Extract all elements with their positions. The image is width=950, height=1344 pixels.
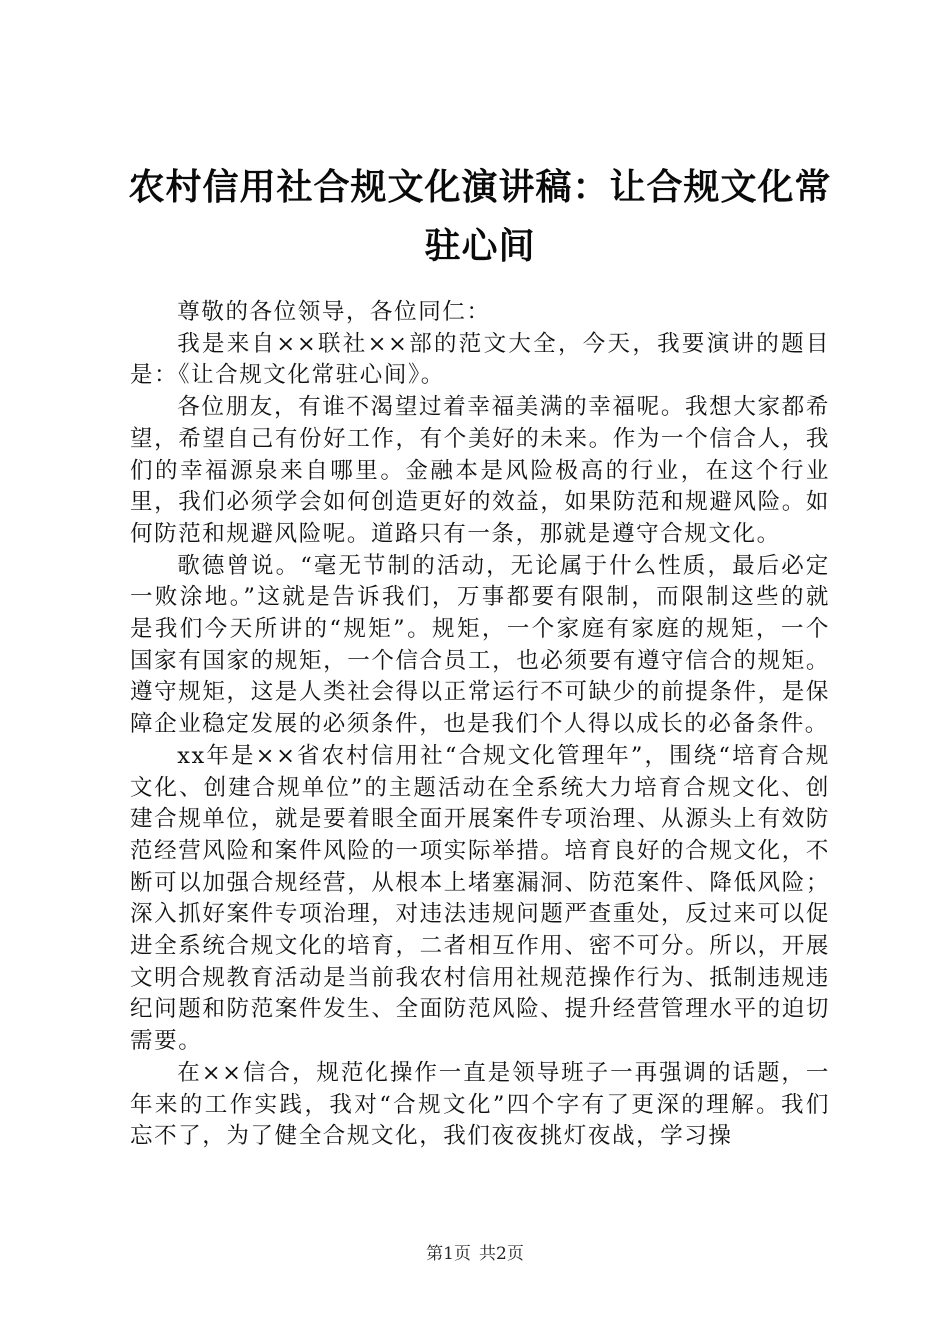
paragraph-work-practice: 在××信合，规范化操作一直是领导班子一再强调的话题，一年来的工作实践，我对“合规文化”四个字有了更深的理解。我们忘不了，为了健全合规文化，我们夜夜挑灯夜战，学习操 — [130, 1059, 830, 1150]
paragraph-goethe-quote: 歌德曾说。“毫无节制的活动，无论属于什么性质，最后必定一败涂地。”这就是告诉我们，万事都要有限制，而限制这些的就是我们今天所讲的“规矩”。规矩，一个家庭有家庭的规矩，一个国家有国家的规矩，一个信合员工，也必须要有遵守信合的规矩。遵守规矩，这是人类社会得以正常运行不可缺少的前提条件，是保障企业稳定发展的必须条件，也是我们个人得以成长的必备条件。 — [130, 552, 830, 738]
paragraph-salutation: 尊敬的各位领导，各位同仁： — [177, 299, 491, 325]
page-footer — [0, 1243, 950, 1265]
page-number: 第1页 — [426, 1244, 471, 1264]
document-title: 农村信用社合规文化演讲稿：让合规文化常驻心间 — [128, 167, 832, 267]
document-body — [130, 297, 830, 1153]
paragraph-introduction: 我是来自××联社××部的范文大全，今天，我要演讲的题目是：《让合规文化常驻心间》。 — [130, 330, 830, 389]
paragraph-compliance-year: xx年是××省农村信用社“合规文化管理年”，围绕“培育合规文化、创建合规单位”的主题活动在全系统大力培育合规文化、创建合规单位，就是要着眼全面开展案件专项治理、从源头上有效防范经营风险和案件风险的一项实际举措。培育良好的合规文化，不断可以加强合规经营，从根本上堵塞漏洞、防范案件、降低风险；深入抓好案件专项治理，对违法违规问题严查重处，反过来可以促进全系统合规文化的培育，二者相互作用、密不可分。所以，开展文明合规教育活动是当前我农村信用社规范操作行为、抵制违规违纪问题和防范案件发生、全面防范风险、提升经营管理水平的迫切需要。 — [130, 742, 830, 1055]
page-total: 共2页 — [479, 1244, 524, 1264]
paragraph-happiness: 各位朋友，有谁不渴望过着幸福美满的幸福呢。我想大家都希望，希望自己有份好工作，有个美好的未来。作为一个信合人，我们的幸福源泉来自哪里。金融本是风险极高的行业，在这个行业里，我们必须学会如何创造更好的效益，如果防范和规避风险。如何防范和规避风险呢。道路只有一条，那就是遵守合规文化。 — [130, 394, 830, 547]
